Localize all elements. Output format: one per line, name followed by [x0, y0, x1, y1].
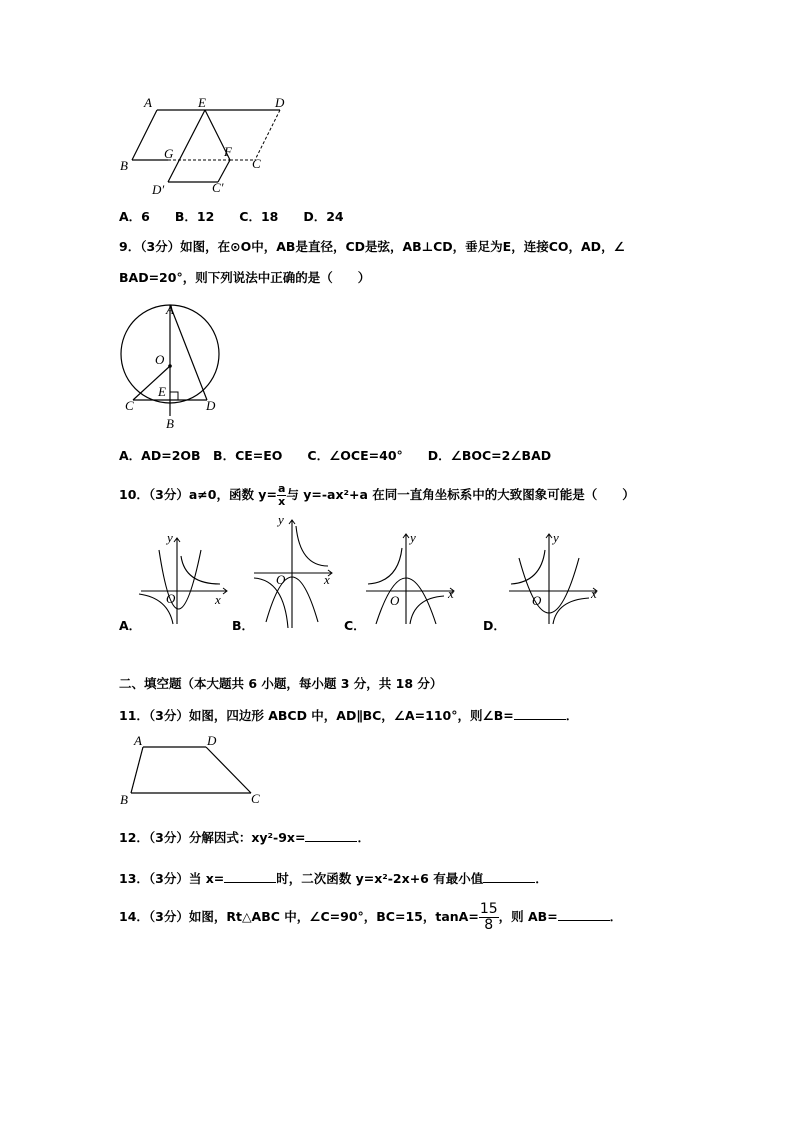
q10d-y-label: y	[553, 530, 559, 545]
fig11-label: B	[120, 792, 128, 807]
q10-stem-suffix: 与 y=-ax²+a 在同一直角坐标系中的大致图象可能是（ ）	[286, 487, 635, 502]
q10d-x-label: x	[591, 586, 597, 601]
q10-graph-d	[505, 528, 605, 628]
q13-stem	[119, 870, 548, 887]
q13-answer-blank-min[interactable]	[483, 870, 535, 883]
fig8-label: D′	[152, 182, 165, 197]
q10a-origin-label: O	[166, 591, 176, 606]
q13-answer-blank-x[interactable]	[224, 870, 276, 883]
q10-option-b: B．	[232, 618, 255, 633]
fig9-label: O	[155, 352, 165, 367]
q14-stem	[119, 900, 622, 934]
q8-parallelogram-figure	[112, 92, 302, 202]
q11-stem-prefix: 11．（3分）如图，四边形 ABCD 中，AD∥BC，∠A=110°，则∠B=	[119, 708, 514, 723]
fig8-label: C	[252, 156, 261, 171]
q10-option-a: A．	[119, 618, 142, 633]
fig8-label: C′	[212, 180, 224, 195]
q10a-x-label: x	[215, 592, 221, 607]
section-2-title: 二、填空题（本大题共 6 小题，每小题 3 分，共 18 分）	[119, 676, 443, 691]
q10-fraction	[277, 483, 286, 508]
q14-answer-blank[interactable]	[558, 908, 610, 921]
q13-stem-middle: 时，二次函数 y=x²-2x+6 有最小值	[276, 871, 484, 886]
fig8-label: D	[275, 95, 285, 110]
q9-options: A．AD=2OB B．CE=EO C．∠OCE=40° D．∠BOC=2∠BAD	[119, 448, 552, 463]
q13-stem-suffix: ．	[535, 871, 548, 886]
q10-stem	[119, 480, 635, 510]
q10b-x-label: x	[324, 572, 330, 587]
q12-stem-suffix: ．	[357, 830, 370, 845]
q10c-origin-label: O	[390, 593, 400, 608]
q9-circle-figure	[112, 300, 232, 432]
q11-trapezoid-figure	[112, 730, 272, 810]
q9-stem-line2: BAD=20°，则下列说法中正确的是（ ）	[119, 270, 371, 285]
q14-stem-prefix: 14．（3分）如图，Rt△ABC 中，∠C=90°，BC=15，tanA=	[119, 909, 479, 924]
q11-stem	[119, 707, 578, 724]
fig11-label: C	[251, 791, 260, 806]
fig11-label: A	[134, 733, 142, 748]
fig11-label: D	[207, 733, 217, 748]
fig9-label: C	[125, 398, 134, 413]
q11-answer-blank[interactable]	[514, 707, 566, 720]
fig8-label: E	[198, 95, 206, 110]
q9-stem-line1: 9．（3分）如图，在⊙O中，AB是直径，CD是弦，AB⊥CD，垂足为E，连接CO，AD，∠	[119, 239, 625, 254]
q10a-y-label: y	[167, 530, 173, 545]
q10-graph-a	[135, 528, 235, 628]
q12-answer-blank[interactable]	[305, 829, 357, 842]
fig8-label: B	[120, 158, 128, 173]
q10d-origin-label: O	[532, 593, 542, 608]
q8-options: A．6 B．12 C．18 D．24	[119, 209, 344, 224]
fig9-label: E	[158, 384, 166, 399]
q10c-x-label: x	[448, 586, 454, 601]
q12-stem-prefix: 12．（3分）分解因式：xy²-9x=	[119, 830, 306, 845]
q14-frac-num: 15	[479, 901, 498, 917]
q10b-origin-label: O	[276, 572, 286, 587]
fig9-label: A	[166, 302, 174, 317]
fig9-label: B	[166, 416, 174, 431]
q10-option-d: D．	[483, 618, 506, 633]
q10b-y-label: y	[278, 512, 284, 527]
q10-stem-prefix: 10．（3分）a≠0，函数 y=	[119, 487, 277, 502]
q10c-y-label: y	[410, 530, 416, 545]
q12-stem	[119, 829, 370, 846]
q10-option-c: C．	[344, 618, 366, 633]
q11-stem-suffix: ．	[565, 708, 579, 723]
q14-fraction	[479, 902, 499, 933]
q14-frac-den: 8	[484, 917, 494, 933]
q13-stem-prefix: 13．（3分）当 x=	[119, 871, 225, 886]
fig8-label: G	[164, 146, 174, 161]
q10-frac-den: x	[278, 495, 286, 508]
q10-graph-c	[362, 528, 462, 628]
q14-stem-suffix: ．	[609, 909, 623, 924]
fig9-label: D	[206, 398, 216, 413]
q10-graph-b	[250, 512, 340, 630]
fig8-label: A	[144, 95, 152, 110]
q14-stem-middle: ，则 AB=	[498, 909, 558, 924]
fig8-label: F	[224, 144, 232, 159]
q10-frac-num: a	[277, 482, 286, 495]
